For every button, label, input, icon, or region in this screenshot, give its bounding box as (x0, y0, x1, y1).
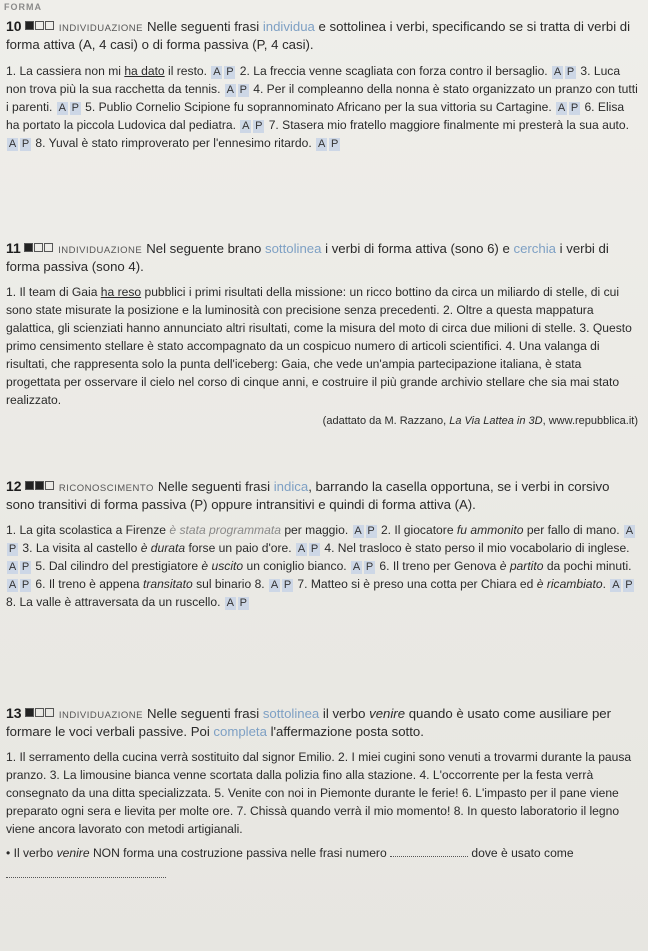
choice-box-p[interactable]: P (330, 138, 339, 150)
answer-blank[interactable] (390, 856, 468, 857)
choice-box-a[interactable]: A (58, 102, 66, 114)
exercise-12 (6, 478, 638, 611)
exercise-12-instruction: 12 RICONOSCIMENTO Nelle seguenti frasi indica, barrando la casella opportuna, se i verbi in corsivo sono transitivi di forma passiva (P) oppure intransitivi e quindi di forma attiva (A). (6, 478, 610, 512)
difficulty-square-icon (25, 481, 34, 490)
exercise-tag: INDIVIDUAZIONE (58, 245, 143, 256)
exercise-12-sentences: 1. La gita scolastica a Firenze è stata programmata per maggio. A P 2. Il giocatore fu ammonito per fallo di mano. AP 3. La visita al castello è durata forse un paio d'ore. A P 4. Nel trasloco è stato perso il mio vocabolario di inglese. A P 5. Dal cilindro del prestigiatore è uscito un coniglio bianco. A P 6. Il treno per Genova è partito da pochi minuti. A P 6. Il treno è appena transitato sul binario 8. A P 7. Matteo si è preso una cotta per Chiara ed è ricambiato. A P 8. La valle è attraversata da un ruscello. A P (6, 523, 634, 609)
exercise-13 (6, 705, 638, 878)
choice-box-p[interactable]: P (255, 120, 263, 132)
choice-box-a[interactable]: A (8, 138, 17, 150)
choice-box-p[interactable]: P (21, 561, 30, 573)
choice-box-p[interactable]: P (367, 525, 375, 537)
choice-box-a[interactable]: A (226, 84, 235, 96)
choice-box-p[interactable]: P (71, 102, 79, 114)
difficulty-square-icon (45, 708, 54, 717)
exercise-10-sentences: 1. La cassiera non mi ha dato il resto. A P 2. La freccia venne scagliata con forza contro il bersaglio. A P 3. Luca non trova più la sua racchetta da tennis. A P 4. Per il compleanno della nonna è stato organizzato un pranzo con tutti i parenti. A P 5. Publio Cornelio Scipione fu soprannominato Africano per la sua vittoria su Cartagine. A P 6. Elisa ha portato la piccola Ludovica dal pediatra. A P 7. Stasera mio fratello maggiore finalmente mi presterà la sua auto. A P 8. Yuval è stato rimproverato per l'ennesimo ritardo. A P (6, 64, 638, 150)
answer-blank-line[interactable] (6, 876, 166, 878)
choice-box-a[interactable]: A (297, 543, 306, 555)
choice-box-a[interactable]: A (270, 579, 279, 591)
choice-box-a[interactable]: A (354, 525, 362, 537)
exercise-11 (6, 240, 638, 427)
difficulty-square-icon (35, 21, 44, 30)
exercise-11-passage: 1. Il team di Gaia ha reso pubblici i primi risultati della missione: un ricco bottino da circa un miliardo di stelle, di cui sono state misurate la posizione e la luminosità con precisione senza precedenti. 2. Oltre a questa mappatura galattica, gli scienziati hanno annunciato altri risultati, come la misura del moto di circa due milioni di stelle. 3. Questo primo censimento stellare è stato accompagnato da un cospicuo numero di articoli scientifici. 4. Una valanga di risultati, che rappresenta solo la punta dell'iceberg: Gaia, che vede un'ampia partecipazione italiana, è stata progettata per osservare il cielo nel corso di cinque anni, e costruire il più grande archivio stellare che sia mai stato realizzato. (6, 285, 632, 407)
completion-statement: • Il verbo venire NON forma una costruzione passiva nelle frasi numero dove è usato come (6, 846, 574, 860)
choice-box-a[interactable]: A (557, 102, 566, 114)
exercise-number: 10 (6, 18, 22, 34)
choice-box-p[interactable]: P (8, 543, 17, 555)
exercise-10 (6, 18, 638, 152)
choice-box-a[interactable]: A (226, 597, 234, 609)
difficulty-square-icon (35, 708, 44, 717)
exercise-tag: RICONOSCIMENTO (58, 483, 154, 494)
difficulty-square-icon (25, 21, 34, 30)
choice-box-a[interactable]: A (625, 525, 634, 537)
choice-box-p[interactable]: P (21, 579, 30, 591)
choice-box-a[interactable]: A (317, 138, 326, 150)
choice-box-p[interactable]: P (226, 66, 234, 78)
choice-box-a[interactable]: A (612, 579, 620, 591)
choice-box-p[interactable]: P (21, 138, 30, 150)
exercise-tag: INDIVIDUAZIONE (58, 23, 143, 34)
exercise-number: 11 (6, 240, 21, 256)
choice-box-p[interactable]: P (283, 579, 292, 591)
exercise-13-instruction: 13 INDIVIDUAZIONE Nelle seguenti frasi sottolinea il verbo venire quando è usato come ausiliare per formare le voci verbali passive. Poi completa l'affermazione posta sotto. (6, 705, 612, 739)
exercise-13-sentences: 1. Il serramento della cucina verrà sostituito dal signor Emilio. 2. I miei cugini sono venuti a trovarmi durante la pausa pranzo. 3. La limousine bianca venne scortata dalla polizia fino alla stazione. 4. L'occorrente per la festa verrà consegnato da una ditta specializzata. 5. Venite con noi in Piemonte durante le ferie! 6. L'impasto per il pane viene preparato ogni sera e lievita per molte ore. 7. Chissà quando verrà il mio momento! 8. In questo laboratorio il legno viene ancora lavorato con metodi artigianali. (6, 750, 632, 836)
choice-box-a[interactable]: A (352, 561, 361, 573)
exercise-11-instruction: 11 INDIVIDUAZIONE Nel seguente brano sottolinea i verbi di forma attiva (sono 6) e cerchia i verbi di forma passiva (sono 4). (6, 240, 609, 274)
difficulty-square-icon (44, 243, 53, 252)
difficulty-square-icon (45, 481, 54, 490)
source-citation: (adattato da M. Razzano, La Via Lattea in 3D, www.repubblica.it) (322, 415, 638, 427)
difficulty-square-icon (25, 708, 34, 717)
exercise-number: 13 (6, 705, 22, 721)
exercise-number: 12 (6, 478, 22, 494)
choice-box-a[interactable]: A (8, 579, 17, 591)
top-mark: FORMA (4, 2, 42, 12)
choice-box-p[interactable]: P (365, 561, 374, 573)
choice-box-a[interactable]: A (8, 561, 17, 573)
difficulty-square-icon (24, 243, 33, 252)
choice-box-a[interactable]: A (553, 66, 562, 78)
difficulty-square-icon (35, 481, 44, 490)
choice-box-p[interactable]: P (566, 66, 575, 78)
choice-box-p[interactable]: P (310, 543, 319, 555)
difficulty-square-icon (34, 243, 43, 252)
choice-box-p[interactable]: P (239, 597, 247, 609)
choice-box-a[interactable]: A (213, 66, 221, 78)
choice-box-p[interactable]: P (570, 102, 579, 114)
difficulty-square-icon (45, 21, 54, 30)
exercise-10-instruction: 10 INDIVIDUAZIONE Nelle seguenti frasi individua e sottolinea i verbi, specificando se si tratta di verbi di forma attiva (A, 4 casi) o di forma passiva (P, 4 casi). (6, 18, 631, 52)
exercise-tag: INDIVIDUAZIONE (58, 710, 143, 721)
choice-box-p[interactable]: P (625, 579, 633, 591)
choice-box-a[interactable]: A (242, 120, 250, 132)
choice-box-p[interactable]: P (239, 84, 248, 96)
